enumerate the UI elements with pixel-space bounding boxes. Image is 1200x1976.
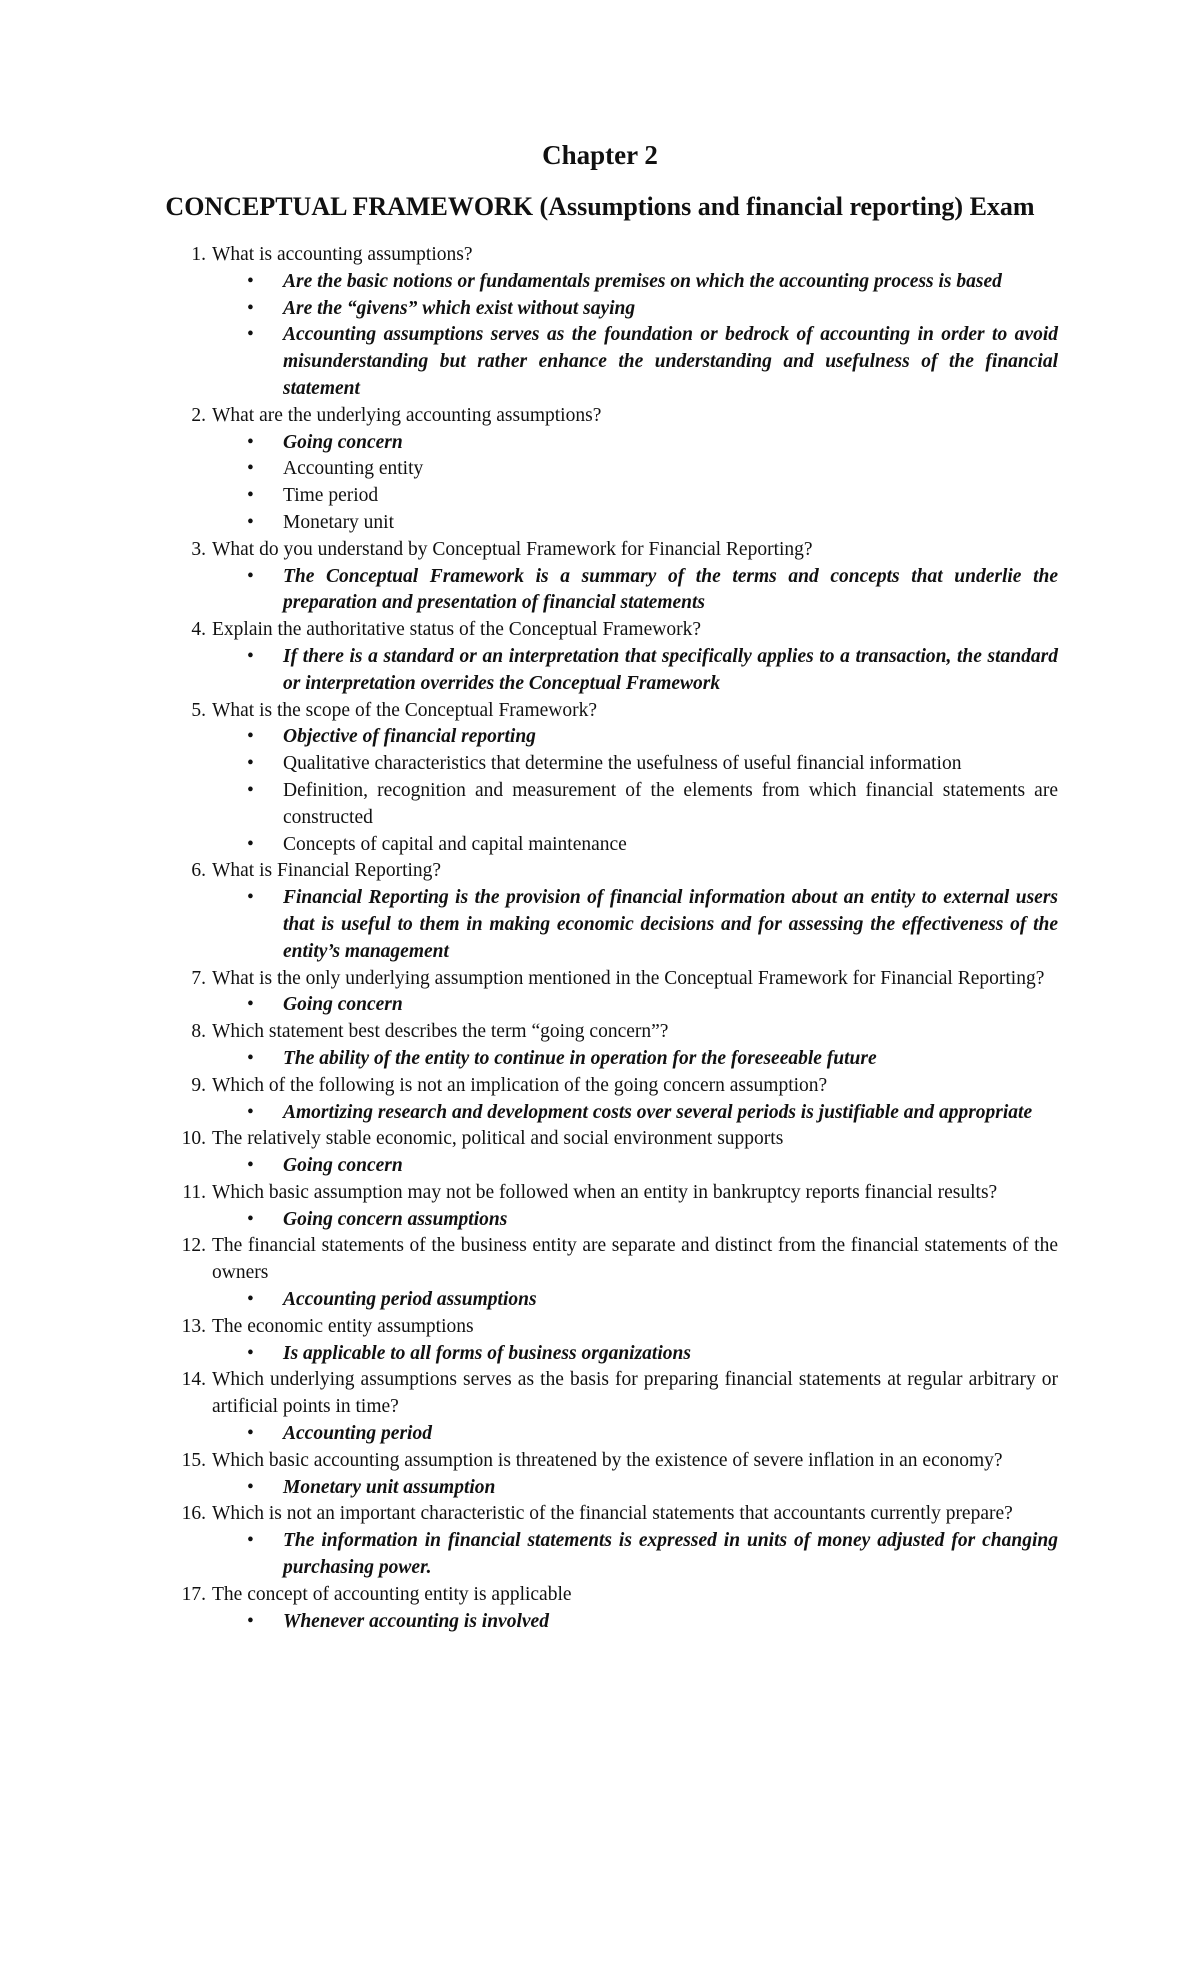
answer-item: • Going concern assumptions (283, 1207, 1058, 1234)
question-text: Explain the authoritative status of the Conceptual Framework? (212, 619, 701, 641)
answer-item: • The Conceptual Framework is a summary of the terms and concepts that underlie the preparation and presentation of financial statements (283, 564, 1058, 618)
answer-list (212, 1100, 1058, 1127)
answer-list (212, 430, 1058, 537)
question-number: 2. (191, 404, 206, 426)
question-list (181, 242, 1058, 1635)
answer-list (212, 724, 1058, 858)
question-text: Which of the following is not an implication of the going concern assumption? (212, 1074, 828, 1096)
question-item (191, 537, 1058, 617)
answer-list (212, 1421, 1058, 1448)
question-text: What are the underlying accounting assumptions? (212, 404, 602, 426)
answer-list (212, 1287, 1058, 1314)
question-number: 9. (191, 1074, 206, 1096)
answer-item: • Monetary unit assumption (283, 1475, 1058, 1502)
answer-item: • Are the “givens” which exist without saying (283, 296, 1058, 323)
answer-list (212, 992, 1058, 1019)
question-number: 1. (191, 244, 206, 265)
question-number: 5. (191, 699, 206, 721)
answer-list (212, 1475, 1058, 1502)
answer-list (212, 269, 1058, 403)
answer-item: • Accounting period (283, 1421, 1058, 1448)
question-item (191, 617, 1058, 697)
question-item (191, 242, 1058, 403)
question-item (191, 1073, 1058, 1127)
question-item (181, 1582, 1058, 1636)
answer-item: • Monetary unit (283, 510, 1058, 537)
question-text: Which statement best describes the term “going concern”? (212, 1021, 669, 1043)
question-text: What is the only underlying assumption mentioned in the Conceptual Framework for Financial Reporting? (212, 967, 1045, 989)
answer-item: • Going concern (283, 430, 1058, 457)
question-number: 17. (181, 1583, 206, 1605)
question-item (181, 1233, 1058, 1313)
question-text: What is the scope of the Conceptual Framework? (212, 699, 598, 721)
answer-list (212, 1528, 1058, 1582)
question-item (182, 1180, 1058, 1234)
answer-item: • Time period (283, 483, 1058, 510)
answer-list (212, 1341, 1058, 1368)
question-item (191, 966, 1058, 1020)
question-item (191, 698, 1058, 859)
answer-item: • Accounting entity (283, 456, 1058, 483)
question-item (191, 858, 1058, 965)
question-item (191, 403, 1058, 537)
answer-item: • Definition, recognition and measurement of the elements from which financial statements are constructed (283, 778, 1058, 832)
answer-list (212, 1046, 1058, 1073)
question-text: What is accounting assumptions? (212, 244, 473, 265)
question-number: 10. (181, 1128, 206, 1150)
answer-list (212, 1207, 1058, 1234)
answer-list (212, 1609, 1058, 1636)
answer-item: • Qualitative characteristics that determine the usefulness of useful financial information (283, 751, 1058, 778)
question-text: The economic entity assumptions (212, 1315, 474, 1337)
question-text: The relatively stable economic, political and social environment supports (212, 1128, 784, 1150)
question-number: 6. (191, 860, 206, 882)
question-text: Which basic accounting assumption is threatened by the existence of severe inflation in an economy? (212, 1449, 1003, 1471)
question-item (181, 1367, 1058, 1447)
question-item (181, 1448, 1058, 1502)
question-number: 14. (181, 1369, 206, 1391)
question-text: What do you understand by Conceptual Framework for Financial Reporting? (212, 538, 813, 560)
question-number: 4. (191, 619, 206, 641)
answer-item: • Accounting period assumptions (283, 1287, 1058, 1314)
question-text: Which basic assumption may not be followed when an entity in bankruptcy reports financial results? (212, 1181, 998, 1203)
question-item (181, 1314, 1058, 1368)
answer-item: • Concepts of capital and capital maintenance (283, 832, 1058, 859)
answer-item: • The information in financial statements is expressed in units of money adjusted for changing purchasing power. (283, 1528, 1058, 1582)
question-number: 15. (181, 1449, 206, 1471)
answer-item: • Going concern (283, 992, 1058, 1019)
answer-list (212, 644, 1058, 698)
answer-list (212, 564, 1058, 618)
question-number: 3. (191, 538, 206, 560)
question-number: 16. (181, 1503, 206, 1525)
answer-item: • If there is a standard or an interpretation that specifically applies to a transaction, the standard or interpretation overrides the Conceptual Framework (283, 644, 1058, 698)
question-number: 8. (191, 1021, 206, 1043)
question-text: Which is not an important characteristic of the financial statements that accountants currently prepare? (212, 1503, 1013, 1525)
question-text: Which underlying assumptions serves as the basis for preparing financial statements at regular arbitrary or artificial points in time? (212, 1369, 1058, 1418)
answer-list (212, 1153, 1058, 1180)
question-number: 13. (181, 1315, 206, 1337)
answer-item: • Going concern (283, 1153, 1058, 1180)
answer-item: • Accounting assumptions serves as the foundation or bedrock of accounting in order to avoid misunderstanding but rather enhance the understanding and usefulness of the financial statement (283, 322, 1058, 402)
question-item (181, 1501, 1058, 1581)
answer-item: • The ability of the entity to continue in operation for the foreseeable future (283, 1046, 1058, 1073)
question-text: The concept of accounting entity is applicable (212, 1583, 572, 1605)
answer-item: • Whenever accounting is involved (283, 1609, 1058, 1636)
answer-item: • Amortizing research and development costs over several periods is justifiable and appropriate (283, 1100, 1058, 1127)
question-item (191, 1019, 1058, 1073)
document-title: CONCEPTUAL FRAMEWORK (Assumptions and financial reporting) Exam (165, 192, 1035, 221)
answer-item: • Are the basic notions or fundamentals premises on which the accounting process is based (283, 269, 1058, 296)
chapter-heading: Chapter 2 (542, 140, 658, 170)
answer-item: • Objective of financial reporting (283, 724, 1058, 751)
answer-list (212, 885, 1058, 965)
question-text: The financial statements of the business entity are separate and distinct from the financial statements of the owners (212, 1235, 1058, 1284)
question-text: What is Financial Reporting? (212, 860, 442, 882)
question-number: 11. (182, 1181, 206, 1203)
question-number: 7. (191, 967, 206, 989)
question-item (181, 1126, 1058, 1180)
answer-item: • Is applicable to all forms of business organizations (283, 1341, 1058, 1368)
question-number: 12. (181, 1235, 206, 1257)
answer-item: • Financial Reporting is the provision of financial information about an entity to external users that is useful to them in making economic decisions and for assessing the effectiveness of the entity’s management (283, 885, 1058, 965)
